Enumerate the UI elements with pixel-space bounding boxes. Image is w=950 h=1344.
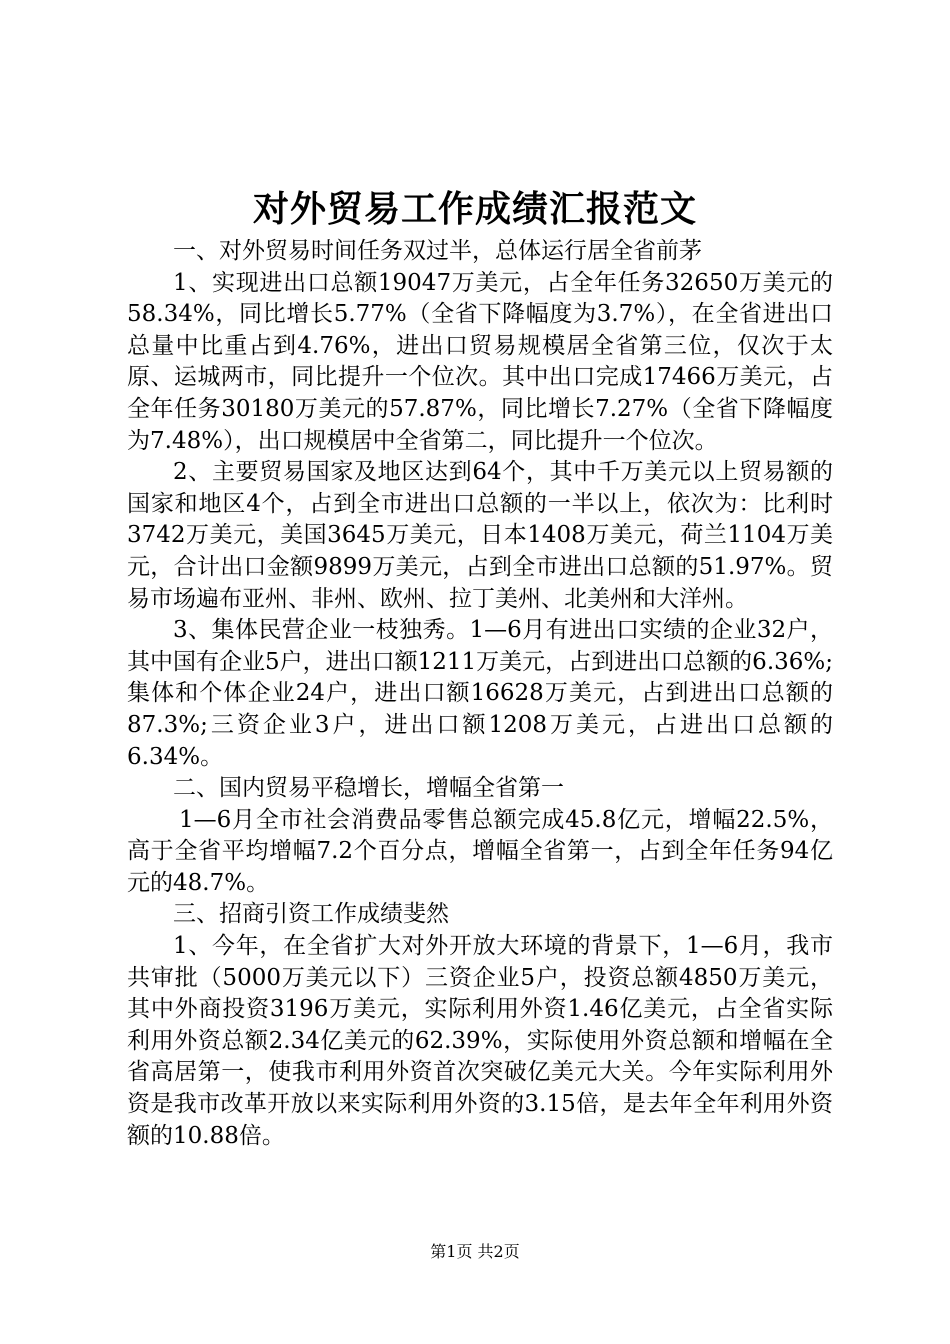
paragraph-trade-partners: 2、主要贸易国家及地区达到64个，其中千万美元以上贸易额的国家和地区4个，占到全市进出口总额的一半以上，依次为：比利时3742万美元，美国3645万美元，日本1408万美元，荷兰1104万美元，合计出口金额9899万美元，占到全市进出口总额的51.97%。贸易市场遍布亚州、非州、欧州、拉丁美州、北美州和大洋州。 — [127, 459, 833, 612]
paragraph-import-export-total: 1、实现进出口总额19047万美元，占全年任务32650万美元的58.34%，同比增长5.77%（全省下降幅度为3.7%），在全省进出口总量中比重占到4.76%，进出口贸易规模居全省第三位，仅次于太原、运城两市，同比提升一个位次。其中出口完成17466万美元，占全年任务30180万美元的57.87%，同比增长7.27%（全省下降幅度为7.48%），出口规模居中全省第二，同比提升一个位次。 — [127, 269, 833, 454]
section-heading-investment: 三、招商引资工作成绩斐然 — [173, 901, 449, 928]
paragraph-private-enterprises: 3、集体民营企业一枝独秀。1—6月有进出口实绩的企业32户，其中国有企业5户，进出口额1211万美元，占到进出口总额的6.36%;集体和个体企业24户，进出口额16628万美元，占到进出口总额的87.3%;三资企业3户，进出口额1208万美元，占进出口总额的6.34%。 — [127, 617, 833, 770]
document-title: 对外贸易工作成绩汇报范文 — [252, 188, 697, 230]
section-heading-foreign-trade: 一、对外贸易时间任务双过半，总体运行居全省前茅 — [173, 238, 702, 264]
page-footer: 第1页 共2页 — [430, 1242, 520, 1261]
section-heading-domestic-trade: 二、国内贸易平稳增长，增幅全省第一 — [173, 775, 564, 802]
paragraph-retail-sales: 1—6月全市社会消费品零售总额完成45.8亿元，增幅22.5%，高于全省平均增幅7.2个百分点，增幅全省第一，占到全年任务94亿元的48.7%。 — [127, 806, 833, 896]
paragraph-foreign-investment: 1、今年，在全省扩大对外开放大环境的背景下，1—6月，我市共审批（5000万美元以下）三资企业5户，投资总额4850万美元，其中外商投资3196万美元，实际利用外资1.46亿美元，占全省实际利用外资总额2.34亿美元的62.39%，实际使用外资总额和增幅在全省高居第一，使我市利用外资首次突破亿美元大关。今年实际利用外资是我市改革开放以来实际利用外资的3.15倍，是去年全年利用外资额的10.88倍。 — [127, 933, 833, 1149]
document-body — [127, 236, 833, 1152]
